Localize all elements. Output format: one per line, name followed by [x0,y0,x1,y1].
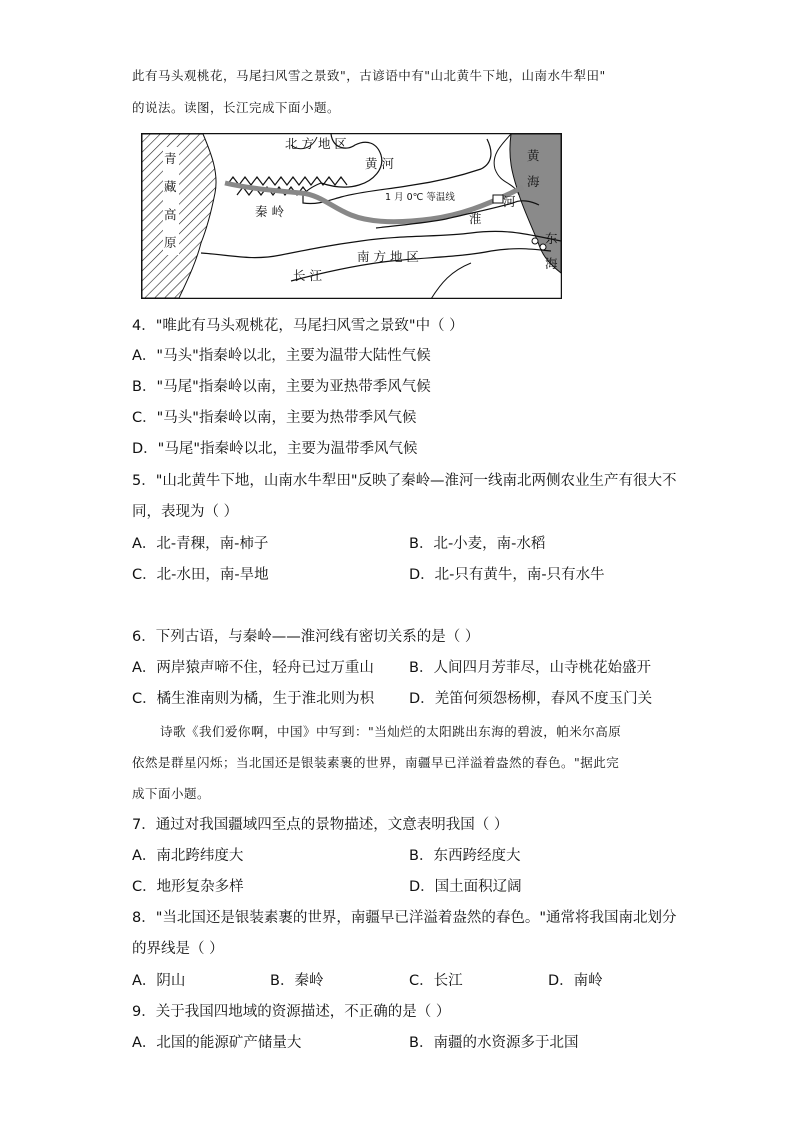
label-huang-he: 黄 河 [365,156,394,171]
label-dong-hai-2: 海 [545,256,558,271]
question-8-option-c: C．长江 [409,973,463,989]
label-huang-hai-1: 黄 [527,148,540,163]
poem-line-3: 成下面小题。 [132,786,211,801]
question-8-option-b: B．秦岭 [270,973,324,989]
question-4-stem: 4．"唯此有马头观桃花，马尾扫风雪之景致"中（ ） [132,318,464,334]
question-4-option-c: C．"马头"指秦岭以南，主要为热带季风气候 [132,410,417,426]
question-4-option-d: D．"马尾"指秦岭以北，主要为温带季风气候 [132,441,418,457]
intro-line-1: 此有马头观桃花，马尾扫风雪之景致"，古谚语中有"山北黄牛下地，山南水牛犁田" [132,68,606,83]
question-9-option-b: B．南疆的水资源多于北国 [409,1035,579,1051]
question-7-stem: 7．通过对我国疆域四至点的景物描述，文意表明我国（ ） [132,817,509,833]
label-south-region: 南 方 地 区 [357,249,419,264]
question-5-option-d: D．北-只有黄牛，南-只有水牛 [409,567,605,583]
question-7-option-a: A．南北跨纬度大 [132,848,244,864]
question-6-option-a: A．两岸猿声啼不住，轻舟已过万重山 [132,660,374,676]
question-7-option-d: D．国土面积辽阔 [409,879,522,895]
label-plateau-4: 原 [164,235,177,250]
label-chang-jiang: 长 江 [293,268,322,283]
label-huang-hai-2: 海 [527,174,540,189]
question-4-option-b: B．"马尾"指秦岭以南，主要为亚热带季风气候 [132,379,431,395]
question-9-option-a: A．北国的能源矿产储量大 [132,1035,302,1051]
question-9-stem: 9．关于我国四地域的资源描述，不正确的是（ ） [132,1004,451,1020]
question-6-option-c: C．橘生淮南则为橘，生于淮北则为枳 [132,691,375,707]
label-dong-hai-1: 东 [545,231,558,246]
question-8-stem: 8．"当北国还是银装素裹的世界，南疆早已洋溢着盎然的春色。"通常将我国南北划分 [132,910,677,926]
question-8-stem-cont: 的界线是（ ） [132,941,224,957]
qinling-huaihe-map [141,133,562,299]
label-plateau-1: 青 [164,151,177,166]
question-8-option-d: D．南岭 [548,973,603,989]
question-7-option-b: B．东西跨经度大 [409,848,521,864]
label-qinling: 秦 岭 [255,204,284,219]
poem-line-2: 依然是群星闪烁；当北国还是银装素裹的世界，南疆早已洋溢着盎然的春色。"据此完 [132,755,620,770]
poem-line-1: 诗歌《我们爱你啊，中国》中写到："当灿烂的太阳跳出东海的碧波，帕米尔高原 [160,724,622,739]
question-6-option-b: B．人间四月芳菲尽，山寺桃花始盛开 [409,660,651,676]
question-4-option-a: A．"马头"指秦岭以北，主要为温带大陆性气候 [132,348,431,364]
question-5-option-b: B．北-小麦，南-水稻 [409,536,546,552]
question-5-stem-cont: 同，表现为（ ） [132,504,239,520]
question-5-option-a: A．北-青稞，南-柿子 [132,536,269,552]
question-5-option-c: C．北-水田，南-旱地 [132,567,269,583]
question-5-stem: 5．"山北黄牛下地，山南水牛犁田"反映了秦岭—淮河一线南北两侧农业生产有很大不 [132,473,677,489]
label-plateau-3: 高 [164,207,177,222]
label-plateau-2: 藏 [164,179,177,194]
question-7-option-c: C．地形复杂多样 [132,879,244,895]
label-north-region: 北 方 地 区 [285,136,347,151]
label-huai: 淮 [469,211,482,226]
label-he: 河 [503,194,516,209]
question-6-stem: 6．下列古语，与秦岭——淮河线有密切关系的是（ ） [132,629,480,645]
label-isotherm: 1 月 0℃ 等温线 [385,192,455,203]
question-8-option-a: A．阴山 [132,973,186,989]
question-6-option-d: D．羌笛何须怨杨柳，春风不度玉门关 [409,691,653,707]
intro-line-2: 的说法。读图，长江完成下面小题。 [132,100,341,115]
